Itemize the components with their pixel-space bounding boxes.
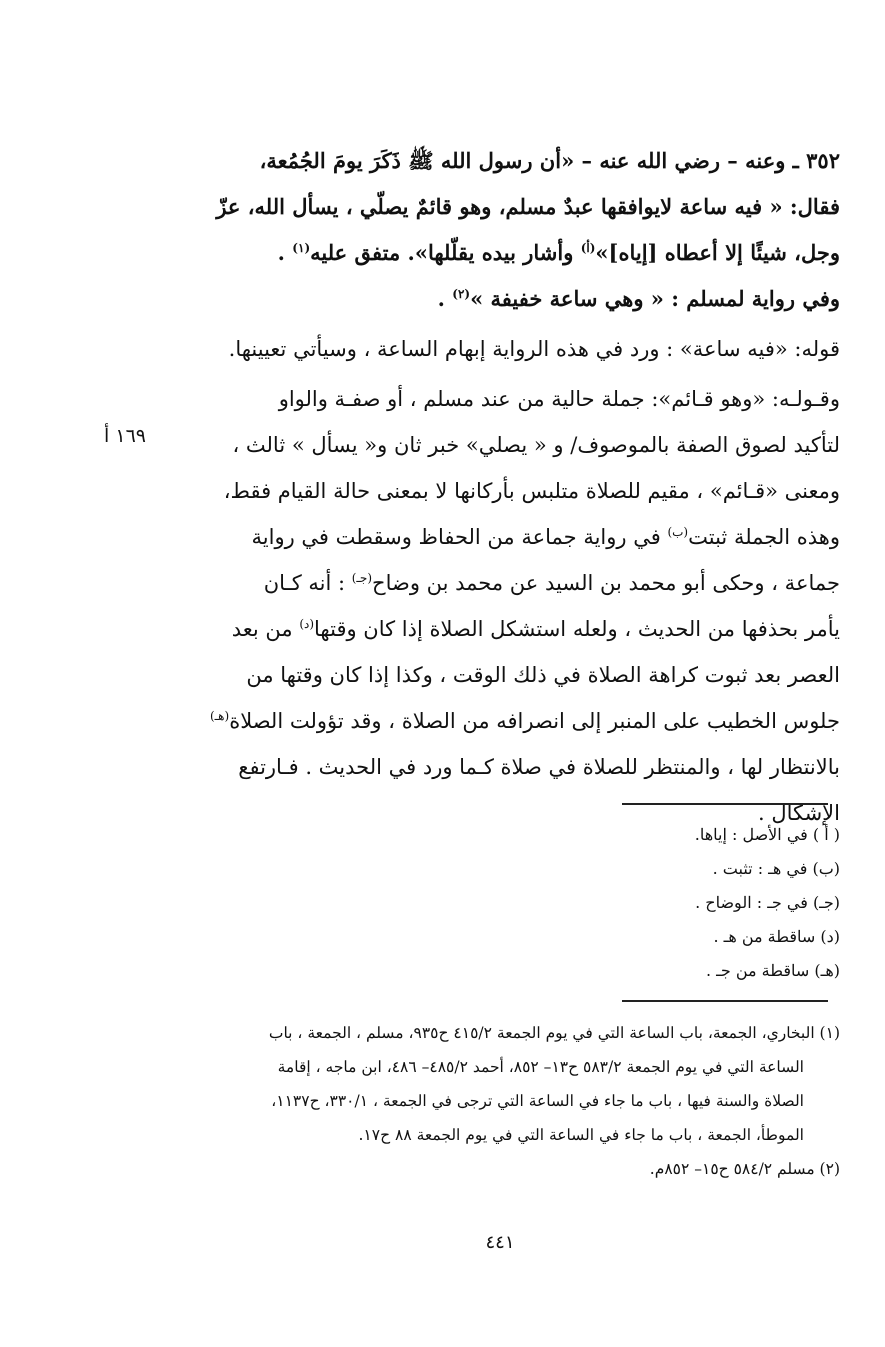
muslim-riwaya-end: . [437, 286, 453, 311]
hadith-line-3-end: . [277, 240, 293, 265]
commentary-line-6-part-b: من بعد [231, 617, 300, 641]
hadith-line-3-part-a: وجل، شيئًا إلا أعطاه [إياه]» [595, 240, 840, 265]
variant-note: (هـ) ساقطة من جـ . [706, 961, 840, 980]
reference-note-1-line-1: (١) البخاري، الجمعة، باب الساعة التي في يوم الجمعة ٤١٥/٢ ح٩٣٥، مسلم ، الجمعة ، باب [268, 1024, 840, 1042]
variant-notes-divider [622, 803, 828, 805]
variant-note: (د) ساقطة من هـ . [713, 927, 840, 946]
reference-note-1-line-3: الصلاة والسنة فيها ، باب ما جاء في الساعة التي ترجى في الجمعة ، ٣٣٠/١، ح١١٣٧، [271, 1092, 804, 1110]
commentary-line-4 [156, 514, 840, 560]
variant-ref-b: (ب) [667, 525, 689, 539]
variant-ref-jim: (جـ) [351, 571, 373, 585]
commentary-line-8-text: جلوس الخطيب على المنبر إلى انصرافه من الصلاة ، وقد تؤولت الصلاة [229, 709, 840, 733]
commentary-line-8 [156, 698, 840, 744]
commentary-paragraph-1: قوله: «فيه ساعة» : ورد في هذه الرواية إبهام الساعة ، وسيأتي تعيينها. [228, 337, 840, 361]
variant-note: (ب) في هـ : تثبت . [712, 859, 840, 878]
footnote-ref-1: (١) [292, 241, 311, 255]
commentary-line-4-part-b: في رواية جماعة من الحفاظ وسقطت في رواية [251, 525, 668, 549]
hadith-line-3-part-b: وأشار بيده يقلّلها». متفق عليه [310, 240, 581, 265]
commentary-line-9: بالانتظار لها ، والمنتظر للصلاة في صلاة كـما ورد في الحديث . فـارتفع [238, 755, 840, 779]
variant-note: ( أ ) في الأصل : إياها. [694, 825, 840, 844]
main-text [156, 138, 840, 836]
commentary-line-1: وقـولـه: «وهو قـائم»: جملة حالية من عند مسلم ، أو صفـة والواو [278, 387, 840, 411]
commentary-line-7: العصر بعد ثبوت كراهة الصلاة في ذلك الوقت ، وكذا إذا كان وقتها من [246, 663, 840, 687]
hadith-line-1: ٣٥٢ ـ وعنه – رضي الله عنه – «أن رسول الله ﷺ ذَكَرَ يومَ الجُمُعة، [259, 148, 840, 173]
variant-note: (جـ) في جـ : الوضاح . [695, 893, 840, 912]
variant-ref-ha: (هـ) [209, 709, 230, 723]
variant-notes [300, 818, 840, 988]
hadith-line-2: فقال: « فيه ساعة لايوافقها عبدٌ مسلم، وهو قائمٌ يصلّي ، يسأل الله، عزّ [216, 194, 840, 219]
page-number: ٤٤١ [485, 1232, 515, 1253]
reference-note-1-line-4: الموطأ، الجمعة ، باب ما جاء في الساعة التي في يوم الجمعة ٨٨ ح١٧. [358, 1126, 804, 1144]
hadith-line-3 [156, 230, 840, 276]
reference-note-2: (٢) مسلم ٥٨٤/٢ ح١٥– ٨٥٢م. [649, 1160, 840, 1178]
muslim-riwaya [156, 276, 840, 322]
reference-notes-divider [622, 1000, 828, 1002]
commentary-line-10: الإشكال . [757, 801, 840, 825]
manuscript-folio-marker: ١٦٩ أ [104, 425, 146, 447]
reference-note-1-line-2: الساعة التي في يوم الجمعة ٥٨٣/٢ ح١٣– ٨٥٢، أحمد ٤٨٥/٢– ٤٨٦، ابن ماجه ، إقامة [277, 1058, 804, 1076]
commentary-line-3: ومعنى «قـائم» ، مقيم للصلاة متلبس بأركانها لا بمعنى حالة القيام فقط، [223, 479, 840, 503]
commentary-line-4-part-a: وهذه الجملة ثبتت [688, 525, 840, 549]
footnote-ref-2: (٢) [452, 287, 471, 301]
commentary-line-5 [156, 560, 840, 606]
commentary-line-5-part-a: جماعة ، وحكى أبو محمد بن السيد عن محمد بن وضاح [372, 571, 840, 595]
commentary-line-6-part-a: يأمر بحذفها من الحديث ، ولعله استشكل الصلاة إذا كان وقتها [314, 617, 840, 641]
muslim-riwaya-text: وفي رواية لمسلم : « وهي ساعة خفيفة » [470, 286, 840, 311]
variant-ref-dal: (د) [299, 617, 315, 631]
reference-notes [160, 1016, 840, 1186]
commentary-line-2: لتأكيد لصوق الصفة بالموصوف/ و « يصلي» خبر ثان و« يسأل » ثالث ، [232, 433, 840, 457]
commentary-line-6 [156, 606, 840, 652]
variant-ref-a: (أ) [580, 241, 596, 255]
commentary-line-5-part-b: : أنه كـان [263, 571, 352, 595]
